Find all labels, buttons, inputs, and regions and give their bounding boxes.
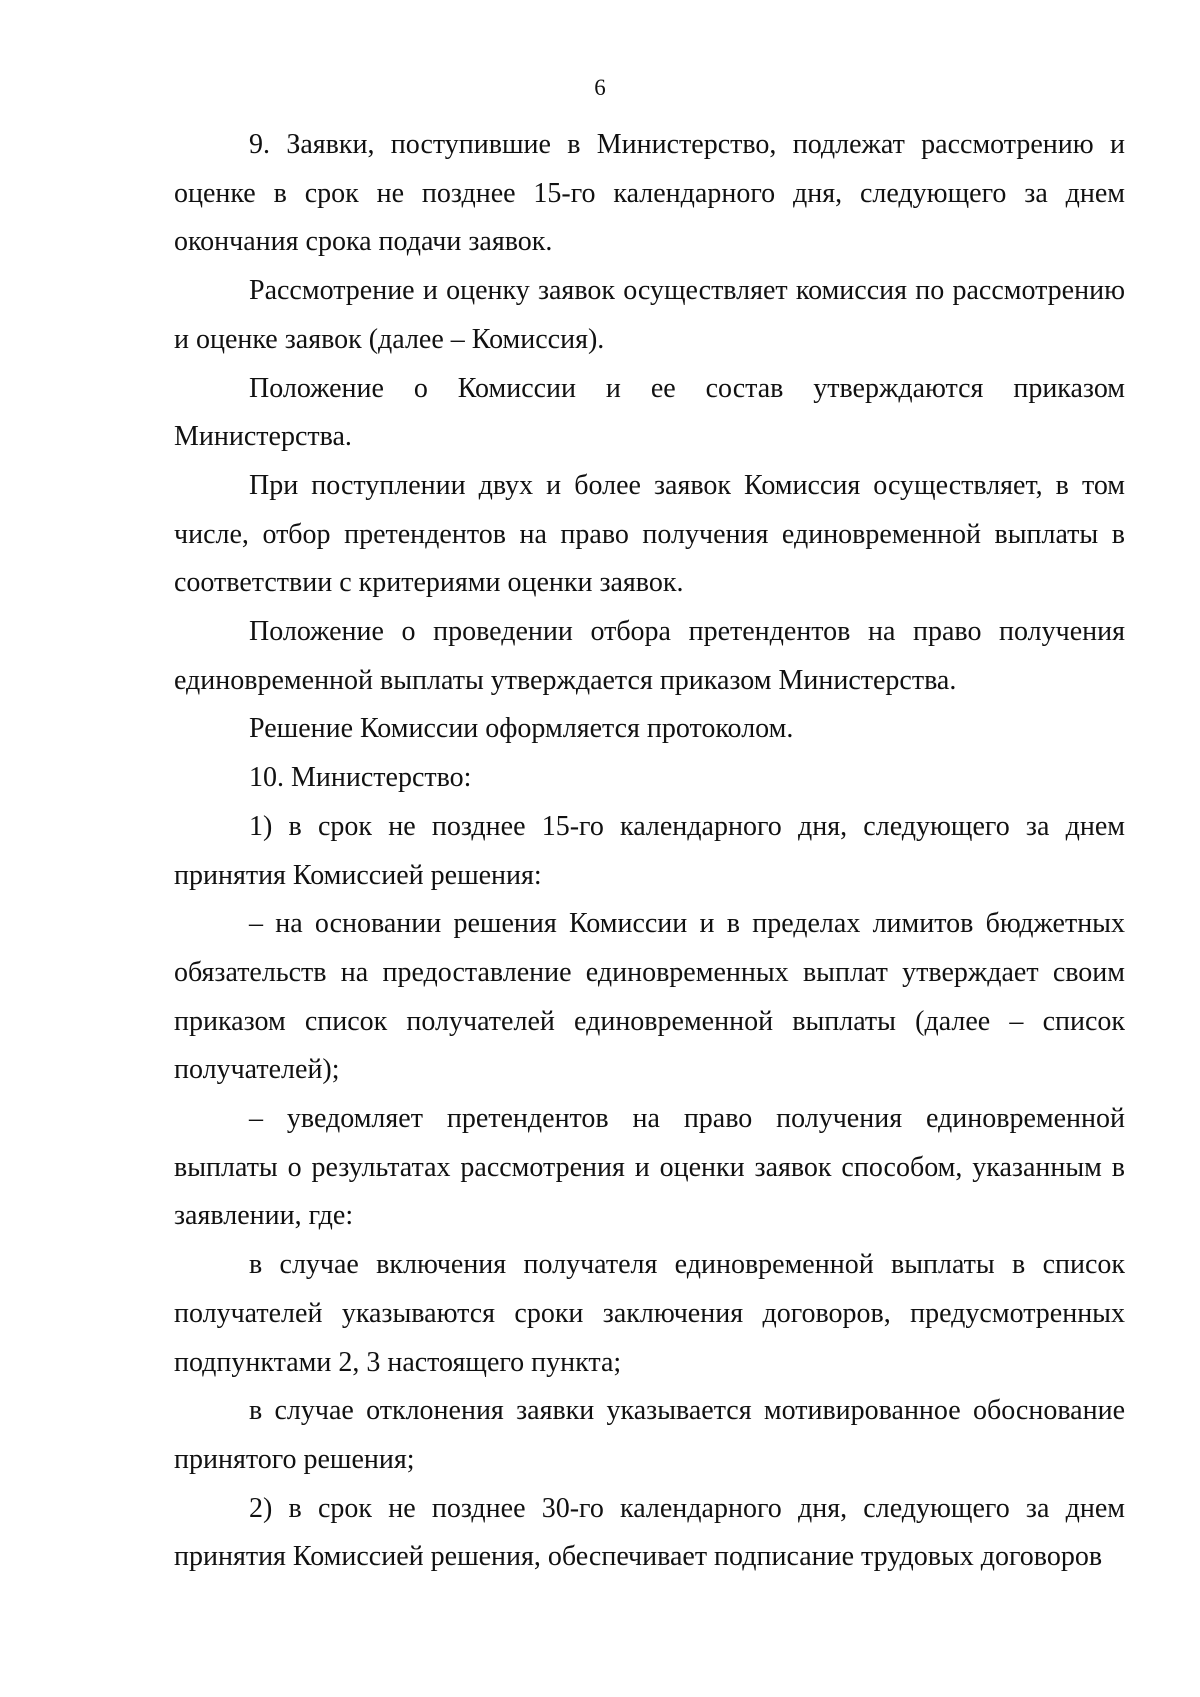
paragraph: Решение Комиссии оформляется протоколом. [249,713,794,745]
paragraph: – уведомляет претендентов на право получения единовременной выплаты о результатах рассмотрения и оценки заявок способом, указанным в заявлении, где: [174,1103,1125,1232]
paragraph: Положение о проведении отбора претендентов на право получения единовременной выплаты утверждается приказом Министерства. [174,616,1125,696]
paragraph: 10. Министерство: [249,762,472,794]
paragraph: Положение о Комиссии и ее состав утверждаются приказом Министерства. [174,372,1125,453]
paragraph: При поступлении двух и более заявок Комиссия осуществляет, в том числе, отбор претендентов на право получения единовременной выплаты в соответствии с критериями оценки заявок. [174,469,1125,599]
paragraph: 1) в срок не позднее 15-го календарного дня, следующего за днем принятия Комиссией решения: [174,810,1125,891]
paragraph: 9. Заявки, поступившие в Министерство, подлежат рассмотрению и оценке в срок не позднее 15-го календарного дня, следующего за днем окончания срока подачи заявок. [174,129,1125,258]
paragraph: в случае включения получателя единовременной выплаты в список получателей указываются сроки заключения договоров, предусмотренных подпунктами 2, 3 настоящего пункта; [174,1249,1125,1378]
paragraph: в случае отклонения заявки указывается мотивированное обоснование принятого решения; [174,1395,1125,1475]
paragraph: 2) в срок не позднее 30-го календарного дня, следующего за днем принятия Комиссией решения, обеспечивает подписание трудовых договоров [174,1492,1125,1573]
page-number: 6 [594,75,606,100]
document-body [174,121,1125,1582]
paragraph: Рассмотрение и оценку заявок осуществляет комиссия по рассмотрению и оценке заявок (далее – Комиссия). [174,275,1125,355]
paragraph: – на основании решения Комиссии и в пределах лимитов бюджетных обязательств на предоставление единовременных выплат утверждает своим приказом список получателей единовременной выплаты (далее – список получателей); [174,908,1125,1086]
